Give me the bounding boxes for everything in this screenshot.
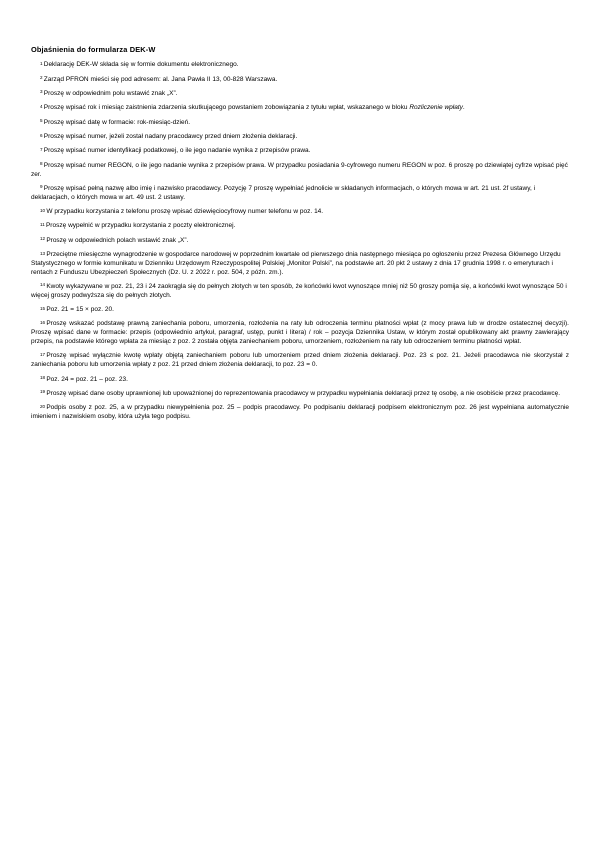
footnote-marker: 10 — [40, 207, 46, 213]
footnote-text: Deklarację DEK-W składa się w formie dokumentu elektronicznego. — [43, 61, 239, 69]
footnote-18 — [31, 376, 569, 385]
footnote-9 — [31, 185, 569, 203]
footnote-20 — [31, 404, 569, 422]
footnote-text-tail: . — [462, 104, 465, 112]
footnote-6 — [31, 133, 569, 142]
footnote-marker: 17 — [40, 351, 46, 357]
footnote-text: Poz. 21 = 15 × poz. 20. — [46, 306, 114, 314]
footnote-text: Przeciętne miesięczne wynagrodzenie w gospodarce narodowej w poprzednim kwartale od pierwszego dnia następnego miesiąca po ogłoszeniu przez Prezesa Głównego Urzędu Statystycznego w formie komunikatu w Dzienniku Urzędowym Rzeczypospolitej Polskiej „Monitor Polski”, na podstawie art. 20 pkt 2 ustawy z dnia 17 grudnia 1998 r. o emeryturach i rentach z Funduszu Ubezpieczeń Społecznych (Dz. U. z 2022 r. poz. 504, z późn. zm.). — [31, 251, 561, 276]
footnote-text: Proszę wpisać rok i miesiąc zaistnienia zdarzenia skutkującego powstaniem zobowiązania z tytułu wpłat, wskazanego w bloku — [43, 104, 410, 112]
footnote-marker: 3 — [40, 89, 43, 95]
footnote-text: Proszę wskazać podstawę prawną zaniechania poboru, umorzenia, rozłożenia na raty lub odroczenia terminu płatności wpłat (z mocy prawa lub w drodze ostatecznej decyzji). Proszę wpisać dane w formacie: przepis (odpowiednio artykuł, paragraf, ustęp, punkt i litera) / rok – pozycja Dziennika Ustaw, w którym został opublikowany akt prawny zawierający przepis, na podstawie którego wpłata za miesiąc z poz. 2 została objęta zaniechaniem poboru, umorzeniem, rozłożeniem na raty lub odroczeniem terminu płatności wpłat. — [31, 320, 569, 346]
footnote-15 — [31, 306, 569, 315]
footnote-19 — [31, 390, 569, 399]
footnote-marker: 7 — [40, 146, 43, 152]
footnote-marker: 5 — [40, 118, 43, 124]
footnote-text: Proszę wypełnić w przypadku korzystania z poczty elektronicznej. — [45, 222, 236, 230]
footnote-13 — [31, 251, 569, 277]
footnote-2 — [31, 76, 569, 85]
footnote-text: Proszę wpisać dane osoby uprawnionej lub upoważnionej do reprezentowania pracodawcy w przypadku wypełniania deklaracji przez tę osobę, a nie osobiście przez pracodawcę. — [46, 389, 561, 397]
page-title: Objaśnienia do formularza DEK-W — [31, 45, 156, 54]
footnote-italic-reference: Rozliczenie wpłaty — [409, 104, 463, 112]
footnote-marker: 4 — [40, 103, 43, 109]
footnote-marker: 18 — [40, 374, 46, 380]
footnote-marker: 1 — [40, 60, 43, 66]
footnote-marker: 16 — [40, 319, 46, 325]
footnote-text: Proszę w odpowiednich polach wstawić znak „X”. — [46, 236, 189, 244]
footnote-4 — [31, 104, 569, 113]
footnote-text: Proszę wpisać wyłącznie kwotę wpłaty objętą zaniechaniem poboru lub umorzeniem przed dniem złożenia deklaracji. Poz. 23 ≤ poz. 21. Jeżeli pracodawca nie skorzystał z zaniechania poboru lub umorzenia wpłaty z poz. 21 przed dniem złożenia deklaracji, to poz. 23 = 0. — [31, 352, 569, 369]
footnote-17 — [31, 352, 569, 370]
footnote-7 — [31, 147, 569, 156]
footnote-text: Proszę wpisać pełną nazwę albo imię i nazwisko pracodawcy. Pozycję 7 proszę wypełniać jednolicie w składanych informacjach, o których mowa w art. 21 ust. 2f ustawy, i deklaracjach, o których mowa w art. 49 ust. 2 ustawy. — [31, 184, 536, 201]
footnote-16 — [31, 320, 569, 346]
footnote-12 — [31, 237, 569, 246]
footnote-marker: 8 — [40, 161, 43, 167]
footnote-marker: 14 — [40, 282, 46, 288]
footnote-marker: 11 — [40, 221, 45, 227]
footnote-marker: 13 — [40, 250, 46, 256]
footnote-10 — [31, 208, 569, 217]
footnote-text: Proszę wpisać numer REGON, o ile jego nadanie wynika z przepisów prawa. W przypadku posiadania 9-cyfrowego numeru REGON w poz. 6 proszę po dziewiątej cyfrze wpisać pięć zer. — [31, 161, 568, 178]
footnote-text: Zarząd PFRON mieści się pod adresem: al. Jana Pawła II 13, 00-828 Warszawa. — [43, 75, 278, 83]
footnote-11 — [31, 222, 569, 231]
footnote-text: Poz. 24 = poz. 21 – poz. 23. — [46, 375, 128, 383]
footnote-text: Proszę wpisać numer identyfikacji podatkowej, o ile jego nadanie wynika z przepisów prawa. — [43, 147, 311, 155]
footnote-marker: 9 — [40, 184, 43, 190]
footnote-marker: 15 — [40, 305, 46, 311]
footnote-text: Kwoty wykazywane w poz. 21, 23 i 24 zaokrągla się do pełnych złotych w ten sposób, że końcówki kwot wynoszące mniej niż 50 groszy pomija się, a końcówki kwot wynoszące 50 i więcej groszy podwyższa się do pełnych złotych. — [31, 283, 567, 299]
footnote-5 — [31, 119, 569, 128]
footnote-14 — [31, 283, 569, 301]
footnote-marker: 19 — [40, 389, 46, 395]
footnote-marker: 2 — [40, 75, 43, 81]
footnote-text: Proszę wpisać datę w formacie: rok-miesiąc-dzień. — [43, 118, 191, 126]
footnote-marker: 6 — [40, 132, 43, 138]
footnote-marker: 12 — [40, 236, 46, 242]
explanations-list — [31, 61, 569, 421]
footnote-8 — [31, 162, 569, 180]
footnote-text: Proszę wpisać numer, jeżeli został nadany pracodawcy przed dniem złożenia deklaracji. — [43, 133, 298, 141]
footnote-text: Podpis osoby z poz. 25, a w przypadku niewypełnienia poz. 25 – podpis pracodawcy. Po podpisaniu deklaracji podpisem elektronicznym poz. 26 jest wypełniana automatycznie imieniem i nazwiskiem osoby, która użyła tego podpisu. — [31, 404, 569, 420]
footnote-3 — [31, 90, 569, 99]
footnote-text: Proszę w odpowiednim polu wstawić znak „X”. — [43, 89, 178, 97]
footnote-text: W przypadku korzystania z telefonu proszę wpisać dziewięciocyfrowy numer telefonu w poz. 14. — [46, 208, 324, 216]
footnote-marker: 20 — [40, 403, 46, 409]
footnote-1 — [31, 61, 569, 70]
